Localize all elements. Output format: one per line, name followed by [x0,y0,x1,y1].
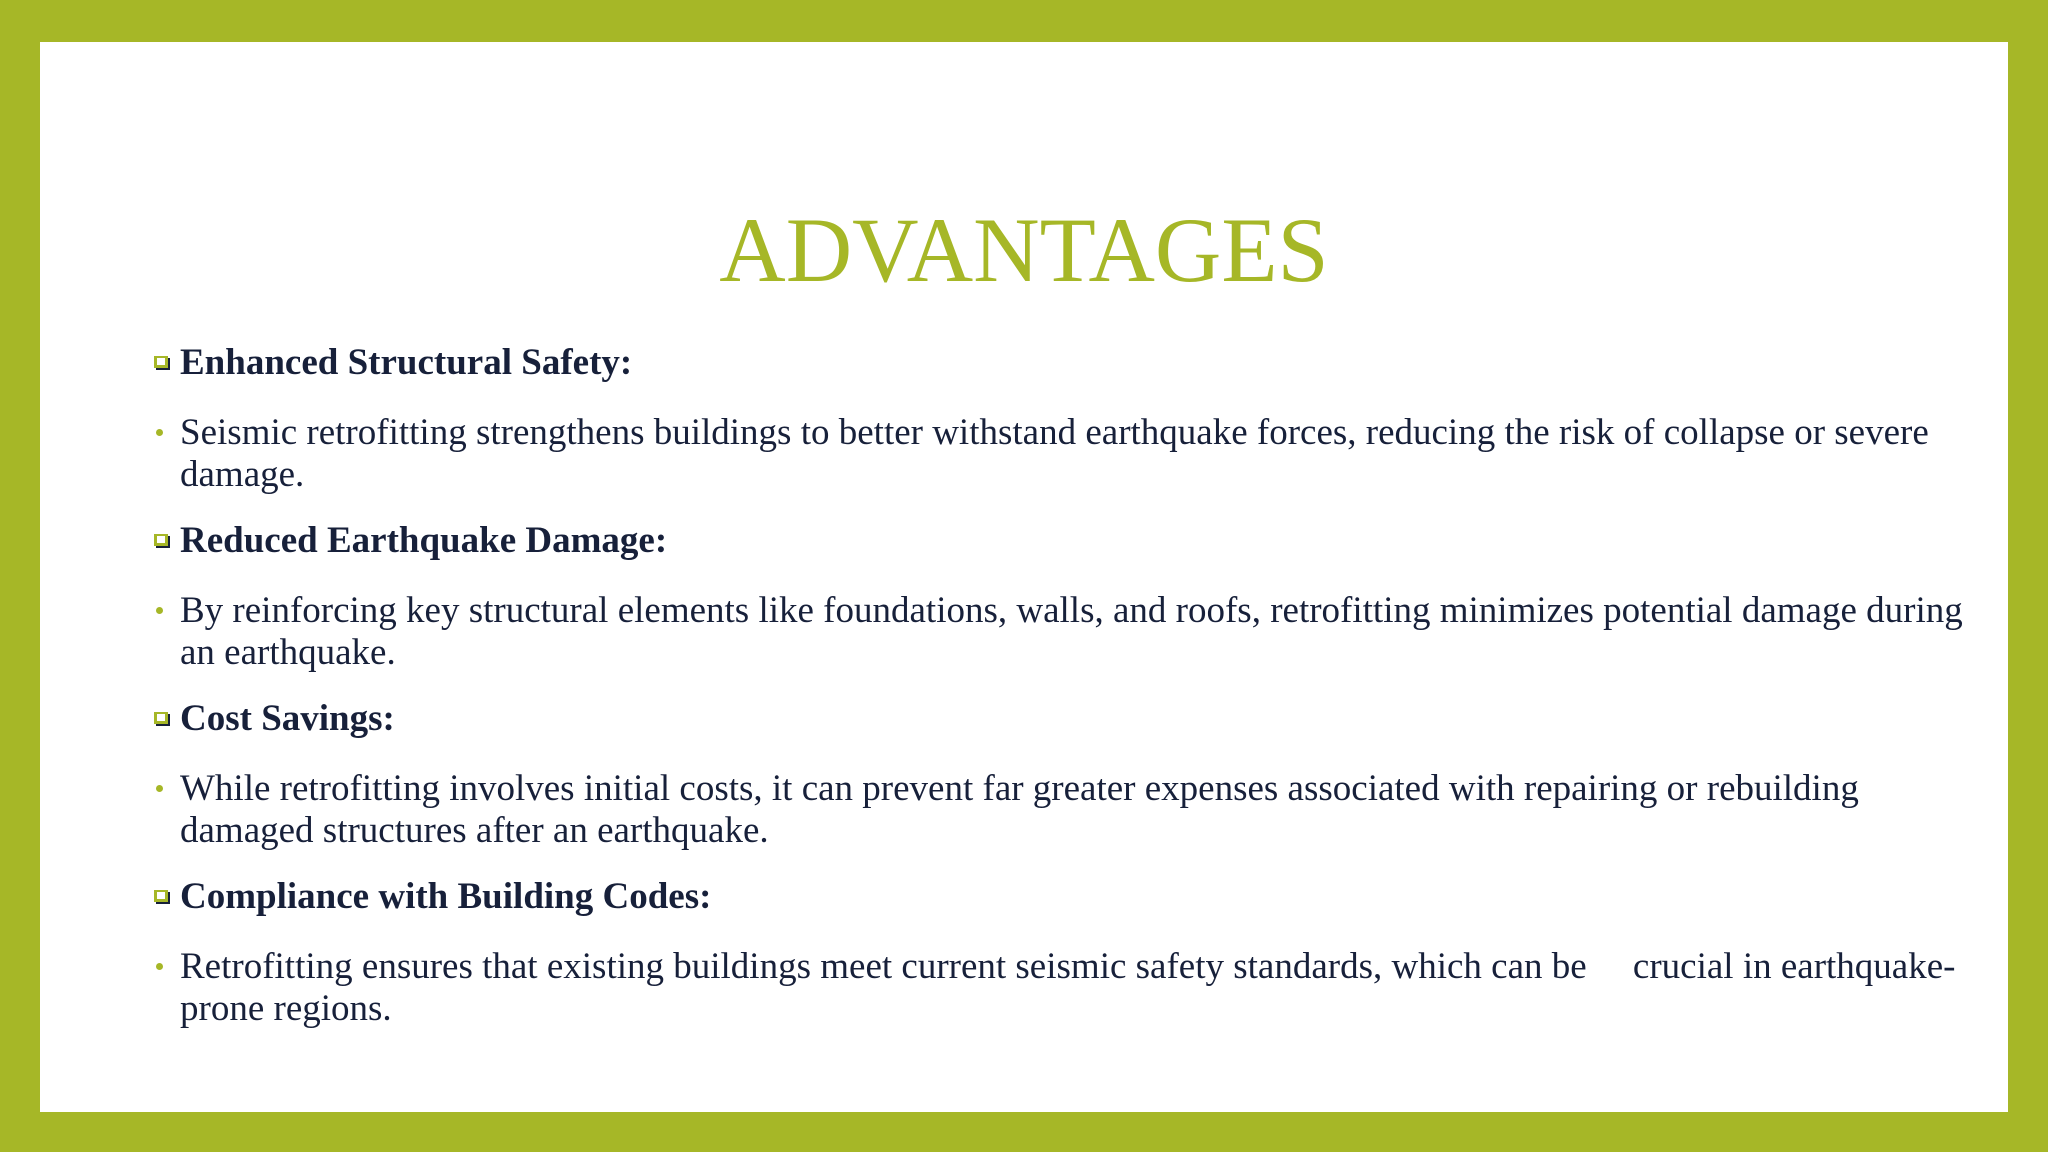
item-heading [146,520,1986,562]
slide-canvas [40,42,2008,1112]
item-description [146,412,1986,496]
round-dot-bullet-icon [156,607,163,614]
list-item [146,342,1986,496]
list-item [146,698,1986,852]
item-description [146,590,1986,674]
item-heading-text: Cost Savings: [180,698,395,739]
round-dot-bullet-icon [156,785,163,792]
item-heading [146,698,1986,740]
item-description-text: Seismic retrofitting strengthens buildings to better withstand earthquake forces, reducing the risk of collapse or severe damage. [180,412,1939,495]
hollow-square-bullet-icon [154,356,168,368]
item-description-text: By reinforcing key structural elements like foundations, walls, and roofs, retrofitting minimizes potential damage during an earthquake. [180,590,1972,673]
hollow-square-bullet-icon [154,712,168,724]
list-item [146,876,1986,1030]
item-heading [146,342,1986,384]
item-description-text: While retrofitting involves initial costs, it can prevent far greater expenses associated with repairing or rebuilding damaged structures after an earthquake. [180,768,1869,851]
item-heading-text: Compliance with Building Codes: [180,876,712,917]
hollow-square-bullet-icon [154,534,168,546]
item-description-text: Retrofitting ensures that existing buildings meet current seismic safety standards, which can be crucial in earthquake-prone regions. [180,946,1956,1029]
item-description [146,768,1986,852]
hollow-square-bullet-icon [154,890,168,902]
slide-title: ADVANTAGES [719,199,1329,301]
item-description [146,946,1986,1030]
item-heading [146,876,1986,918]
round-dot-bullet-icon [156,429,163,436]
advantages-list [146,342,1986,1054]
list-item [146,520,1986,674]
item-heading-text: Enhanced Structural Safety: [180,342,633,383]
round-dot-bullet-icon [156,963,163,970]
item-heading-text: Reduced Earthquake Damage: [180,520,668,561]
